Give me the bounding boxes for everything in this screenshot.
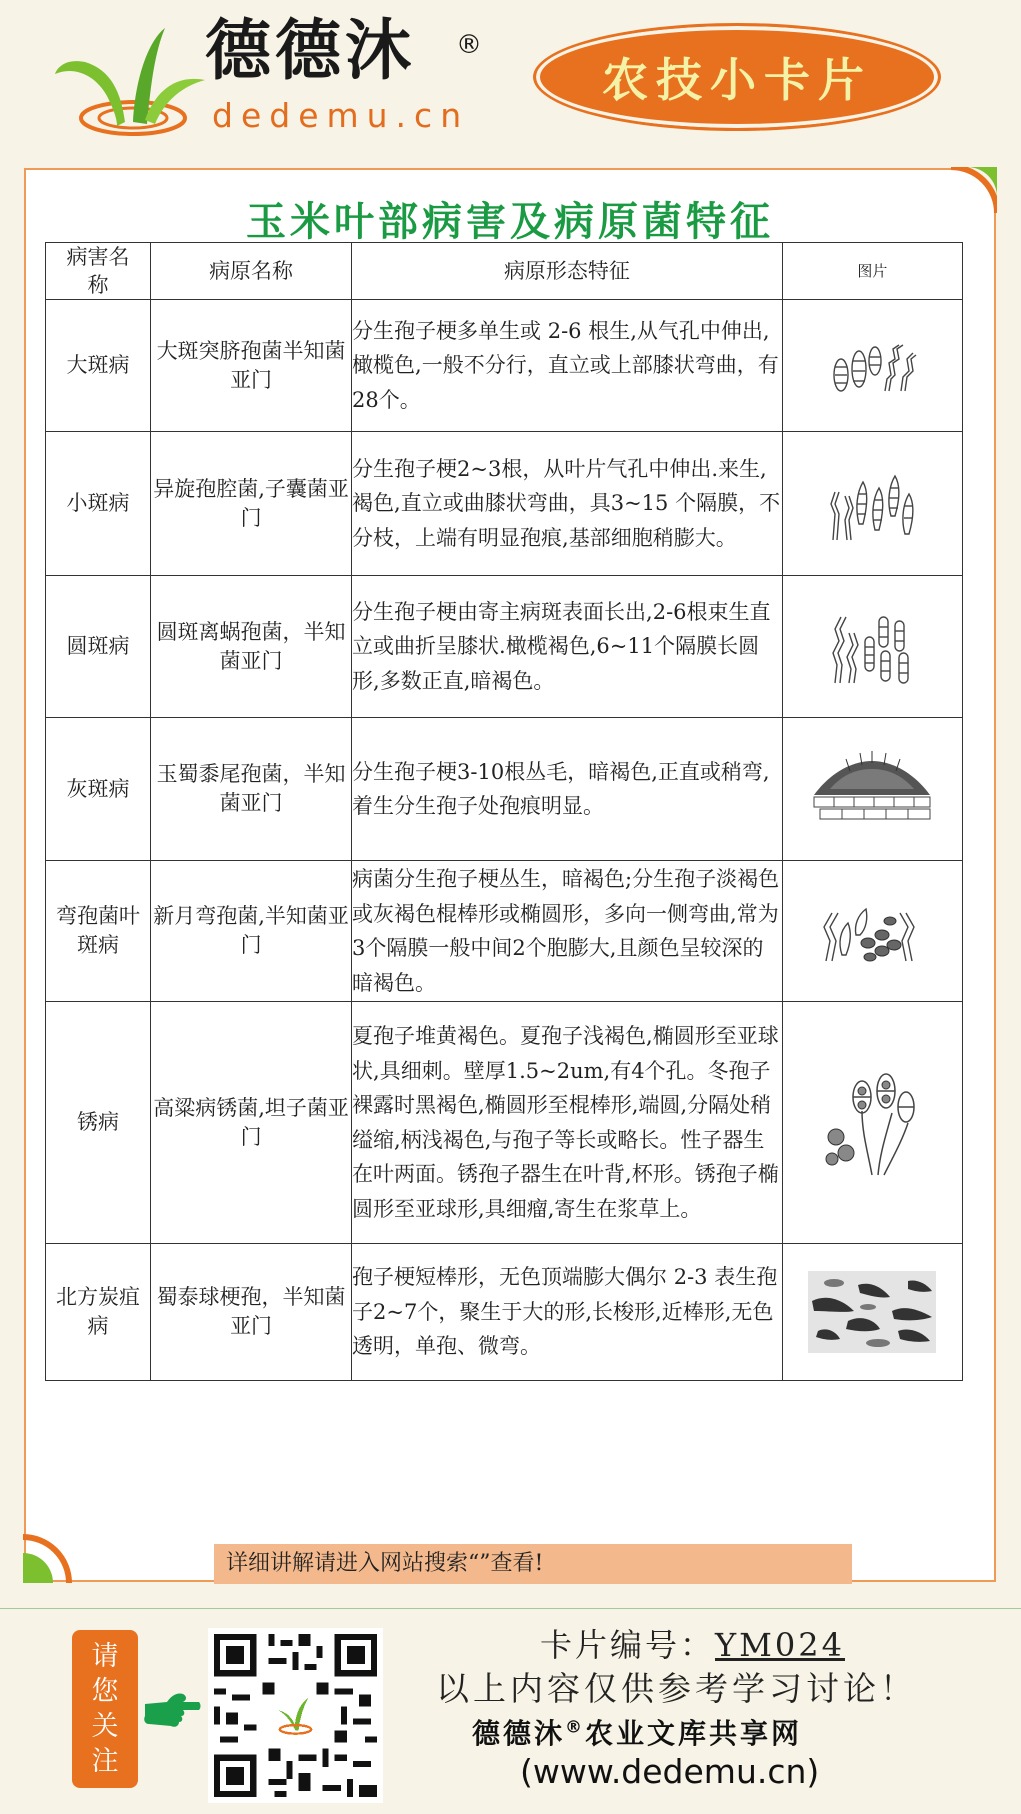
table-row — [46, 861, 963, 1002]
disease-name: 小斑病 — [46, 432, 151, 576]
follow-char: 注 — [91, 1746, 119, 1777]
disease-table — [45, 242, 963, 1381]
pathogen-image — [782, 576, 962, 718]
pathogen-description: 分生孢子梗3-10根丛毛，暗褐色,正直或稍弯,着生分生孢子处孢痕明显。 — [352, 718, 783, 861]
pathogen-name: 圆斑离蜗孢菌，半知菌亚门 — [151, 576, 352, 718]
follow-char: 关 — [91, 1711, 119, 1742]
pointing-hand-icon — [143, 1690, 201, 1728]
column-header: 病原形态特征 — [352, 243, 783, 300]
brand-name: 德德沐 — [205, 12, 415, 89]
pathogen-description: 夏孢子堆黄褐色。夏孢子浅褐色,椭圆形至亚球状,具细刺。壁厚1.5~2um,有4个孔。冬孢子裸露时黑褐色,椭圆形至棍棒形,端圆,分隔处稍缢缩,柄浅褐色,与孢子等长或略长。性子器生在叶两面。锈孢子器生在叶背,杯形。锈孢子椭圆形至亚球形,具细瘤,寄生在浆草上。 — [352, 1002, 783, 1244]
registered-mark: ® — [456, 30, 482, 60]
exserohilum-spores-illustration — [827, 331, 917, 401]
dedemu-logo-icon — [55, 22, 205, 142]
table-row — [46, 576, 963, 718]
qr-code-icon[interactable] — [208, 1628, 383, 1803]
corner-decoration-icon — [23, 1531, 75, 1583]
card-title: 玉米叶部病害及病原菌特征 — [246, 199, 774, 245]
website-search-note[interactable]: 详细讲解请进入网站搜索“”查看! — [214, 1544, 852, 1584]
library-name: 德德沐®农业文库共享网 — [472, 1717, 803, 1750]
disclaimer-text: 以上内容仅供参考学习讨论！ — [436, 1669, 917, 1708]
table-row — [46, 718, 963, 861]
pathogen-description: 孢子梗短棒形，无色顶端膨大偶尔 2-3 表生孢子2~7个，聚生于大的形,长梭形,近棒形,无色透明，单孢、微弯。 — [352, 1244, 783, 1381]
table-header-row — [46, 243, 963, 300]
disease-name: 灰斑病 — [46, 718, 151, 861]
pathogen-name: 高粱病锈菌,坦子菌亚门 — [151, 1002, 352, 1244]
footer-divider — [0, 1608, 1021, 1609]
follow-char: 请 — [91, 1641, 119, 1672]
table-row — [46, 1002, 963, 1244]
carbonum-spores-illustration — [827, 607, 917, 687]
pathogen-image — [782, 1002, 962, 1244]
pathogen-image — [782, 718, 962, 861]
disease-name: 锈病 — [46, 1002, 151, 1244]
follow-char: 您 — [91, 1676, 119, 1707]
pathogen-name: 蜀泰球梗孢，半知菌亚门 — [151, 1244, 352, 1381]
column-header: 病原名称 — [151, 243, 352, 300]
pathogen-name: 大斑突脐孢菌半知菌亚门 — [151, 300, 352, 432]
disease-name: 圆斑病 — [46, 576, 151, 718]
table-row — [46, 432, 963, 576]
cercospora-stroma-illustration — [810, 751, 934, 827]
puccinia-teliospores-illustration — [822, 1063, 922, 1183]
curvularia-spores-illustration — [820, 891, 924, 971]
table-row — [46, 1244, 963, 1381]
pathogen-image — [782, 300, 962, 432]
table-row — [46, 300, 963, 432]
kabatiella-micrograph — [808, 1271, 936, 1353]
pathogen-name: 新月弯孢菌,半知菌亚门 — [151, 861, 352, 1002]
follow-badge — [72, 1630, 138, 1788]
pathogen-name: 玉蜀黍尾孢菌，半知菌亚门 — [151, 718, 352, 861]
disease-name: 北方炭疽病 — [46, 1244, 151, 1381]
pathogen-image — [782, 1244, 962, 1381]
pathogen-description: 分生孢子梗由寄主病斑表面长出,2-6根束生直立或曲折呈膝状.橄榄褐色,6~11个隔膜长圆形,多数正直,暗褐色。 — [352, 576, 783, 718]
pathogen-description: 病菌分生孢子梗丛生，暗褐色;分生孢子淡褐色或灰褐色棍棒形或椭圆形，多向一侧弯曲,常为3个隔膜一般中间2个胞膨大,且颜色呈较深的暗褐色。 — [352, 861, 783, 1002]
pathogen-description: 分生孢子梗2~3根，从叶片气孔中伸出.来生,褐色,直立或曲膝状弯曲，具3~15 个隔膜，不分枝，上端有明显孢痕,基部细胞稍膨大。 — [352, 432, 783, 576]
disease-name: 大斑病 — [46, 300, 151, 432]
bipolaris-spores-illustration — [827, 464, 917, 544]
info-card — [24, 168, 996, 1582]
pathogen-image — [782, 861, 962, 1002]
column-header: 图片 — [782, 243, 962, 300]
brand-url[interactable]: dedemu.cn — [212, 96, 470, 135]
pathogen-image — [782, 432, 962, 576]
column-header: 病害名称 — [46, 243, 151, 300]
pathogen-name: 异旋孢腔菌,子囊菌亚门 — [151, 432, 352, 576]
pathogen-description: 分生孢子梗多单生或 2-6 根生,从气孔中伸出,橄榄色,一般不分行，直立或上部膝状弯曲，有28个。 — [352, 300, 783, 432]
card-number: 卡片编号：YM024 — [540, 1626, 845, 1664]
card-type-badge — [533, 23, 941, 131]
website-url[interactable]: (www.dedemu.cn) — [520, 1752, 820, 1791]
card-number-value: YM024 — [715, 1626, 845, 1664]
card-type-label: 农技小卡片 — [602, 53, 872, 107]
disease-name: 弯孢菌叶斑病 — [46, 861, 151, 1002]
